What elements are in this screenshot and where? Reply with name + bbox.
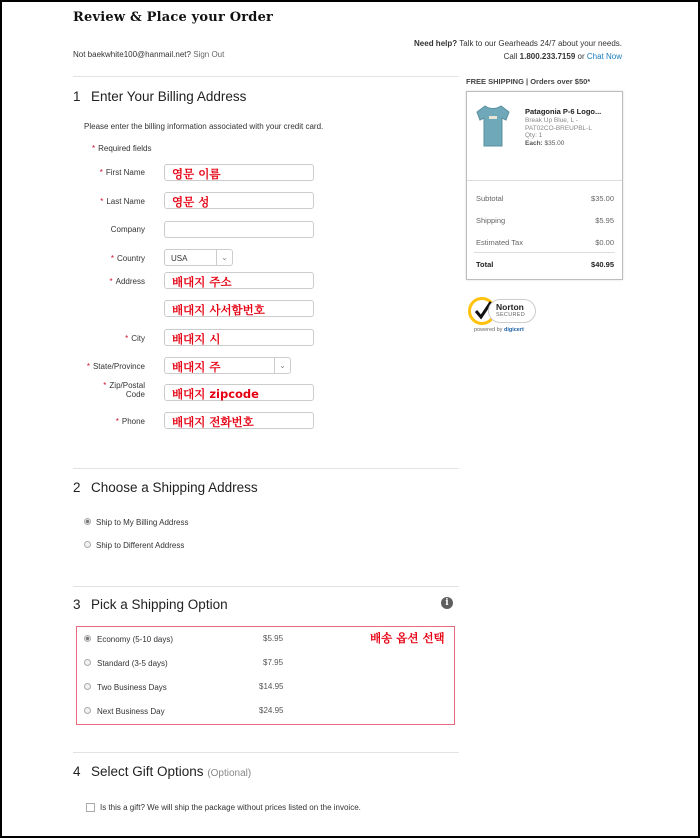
next-day-label[interactable]: Next Business Day — [97, 707, 165, 716]
product-each-price: Each: $35.00 — [525, 140, 565, 147]
chevron-down-icon: ⌄ — [216, 250, 232, 265]
norton-badge[interactable] — [468, 296, 538, 336]
subtotal-label: Subtotal — [476, 194, 504, 203]
info-icon[interactable]: i — [441, 597, 453, 609]
subtotal-value: $35.00 — [591, 194, 614, 203]
account-text: Not baekwhite100@hanmail.net? — [73, 50, 191, 59]
economy-radio[interactable] — [84, 635, 91, 642]
shipping-label: Shipping — [476, 216, 506, 225]
tax-label: Estimated Tax — [476, 238, 523, 247]
page-title: Review & Place your Order — [73, 10, 274, 25]
gift-checkbox-label[interactable]: Is this a gift? We will ship the package without prices listed on the invoice. — [100, 803, 361, 812]
country-label: * Country — [110, 254, 145, 263]
required-note: * Required fields — [92, 144, 152, 153]
two-day-label[interactable]: Two Business Days — [97, 683, 167, 692]
state-value: 배대지 주 — [172, 360, 221, 374]
divider — [73, 468, 459, 469]
last-name-label: * Last Name — [100, 197, 145, 206]
two-day-price: $14.95 — [259, 682, 284, 691]
shipping-option-heading: 3 Pick a Shipping Option — [73, 597, 228, 612]
free-shipping-banner: FREE SHIPPING | Orders over $50* — [466, 77, 591, 86]
powered-by: powered by digicert — [474, 327, 524, 333]
total-value: $40.95 — [591, 260, 614, 269]
shipping-address-heading: 2 Choose a Shipping Address — [73, 480, 258, 495]
tshirt-icon — [473, 102, 513, 153]
city-label: * City — [125, 334, 145, 343]
economy-price: $5.95 — [263, 634, 284, 643]
optional-tag: (Optional) — [207, 768, 252, 779]
product-details: Break Up Blue, L - PAT02CO-BREUPBL-L Qty: 1 — [525, 117, 592, 139]
account-line — [73, 50, 224, 59]
country-value: USA — [171, 254, 188, 263]
ship-different-radio[interactable] — [84, 541, 91, 548]
shipping-annotation: 배송 옵션 선택 — [370, 631, 445, 645]
company-label: Company — [110, 225, 145, 234]
standard-radio[interactable] — [84, 659, 91, 666]
divider — [467, 180, 622, 181]
total-label: Total — [476, 260, 494, 269]
help-text: Talk to our Gearheads 24/7 about your needs. — [459, 39, 622, 48]
chat-now-link[interactable]: Chat Now — [586, 52, 622, 61]
sign-out-link[interactable]: Sign Out — [193, 50, 225, 59]
country-select[interactable] — [164, 249, 233, 266]
gift-checkbox[interactable] — [86, 803, 95, 812]
first-name-label: * First Name — [99, 168, 145, 177]
help-prefix: Need help? — [414, 39, 458, 48]
phone-label: * Phone — [115, 417, 145, 426]
ship-billing-label[interactable]: Ship to My Billing Address — [96, 518, 189, 527]
address2-input[interactable]: 배대지 사서함번호 — [164, 300, 314, 317]
order-summary — [466, 91, 623, 280]
product-name[interactable]: Patagonia P-6 Logo... — [525, 107, 602, 116]
shipping-value: $5.95 — [595, 216, 614, 225]
two-day-radio[interactable] — [84, 683, 91, 690]
chevron-down-icon: ⌄ — [274, 358, 290, 373]
divider — [73, 76, 459, 77]
city-input[interactable]: 배대지 시 — [164, 329, 314, 346]
divider — [73, 586, 459, 587]
next-day-radio[interactable] — [84, 707, 91, 714]
state-select[interactable] — [164, 357, 291, 374]
standard-price: $7.95 — [263, 658, 284, 667]
phone-number[interactable]: 1.800.233.7159 — [519, 52, 576, 61]
ship-different-label[interactable]: Ship to Different Address — [96, 541, 185, 550]
tax-value: $0.00 — [595, 238, 614, 247]
company-input[interactable] — [164, 221, 314, 238]
economy-label[interactable]: Economy (5-10 days) — [97, 635, 174, 644]
call-text: Call — [503, 52, 518, 61]
billing-instructions: Please enter the billing information associated with your credit card. — [84, 122, 324, 131]
divider — [474, 252, 615, 253]
help-block — [414, 39, 622, 61]
first-name-input[interactable]: 영문 이름 — [164, 164, 314, 181]
or-text: or — [577, 52, 585, 61]
divider — [73, 752, 459, 753]
billing-heading: 1 Enter Your Billing Address — [73, 89, 247, 104]
zip-label: * Zip/Postal Code — [103, 381, 145, 399]
phone-input[interactable]: 배대지 전화번호 — [164, 412, 314, 429]
state-label: * State/Province — [86, 362, 145, 371]
last-name-input[interactable]: 영문 성 — [164, 192, 314, 209]
ship-billing-radio[interactable] — [84, 518, 91, 525]
next-day-price: $24.95 — [259, 706, 284, 715]
address-input[interactable]: 배대지 주소 — [164, 272, 314, 289]
norton-text-box: Norton SECURED — [488, 299, 536, 323]
address-label: * Address — [109, 277, 145, 286]
standard-label[interactable]: Standard (3-5 days) — [97, 659, 168, 668]
zip-input[interactable]: 배대지 zipcode — [164, 384, 314, 401]
gift-heading: 4 Select Gift Options (Optional) — [73, 764, 252, 779]
